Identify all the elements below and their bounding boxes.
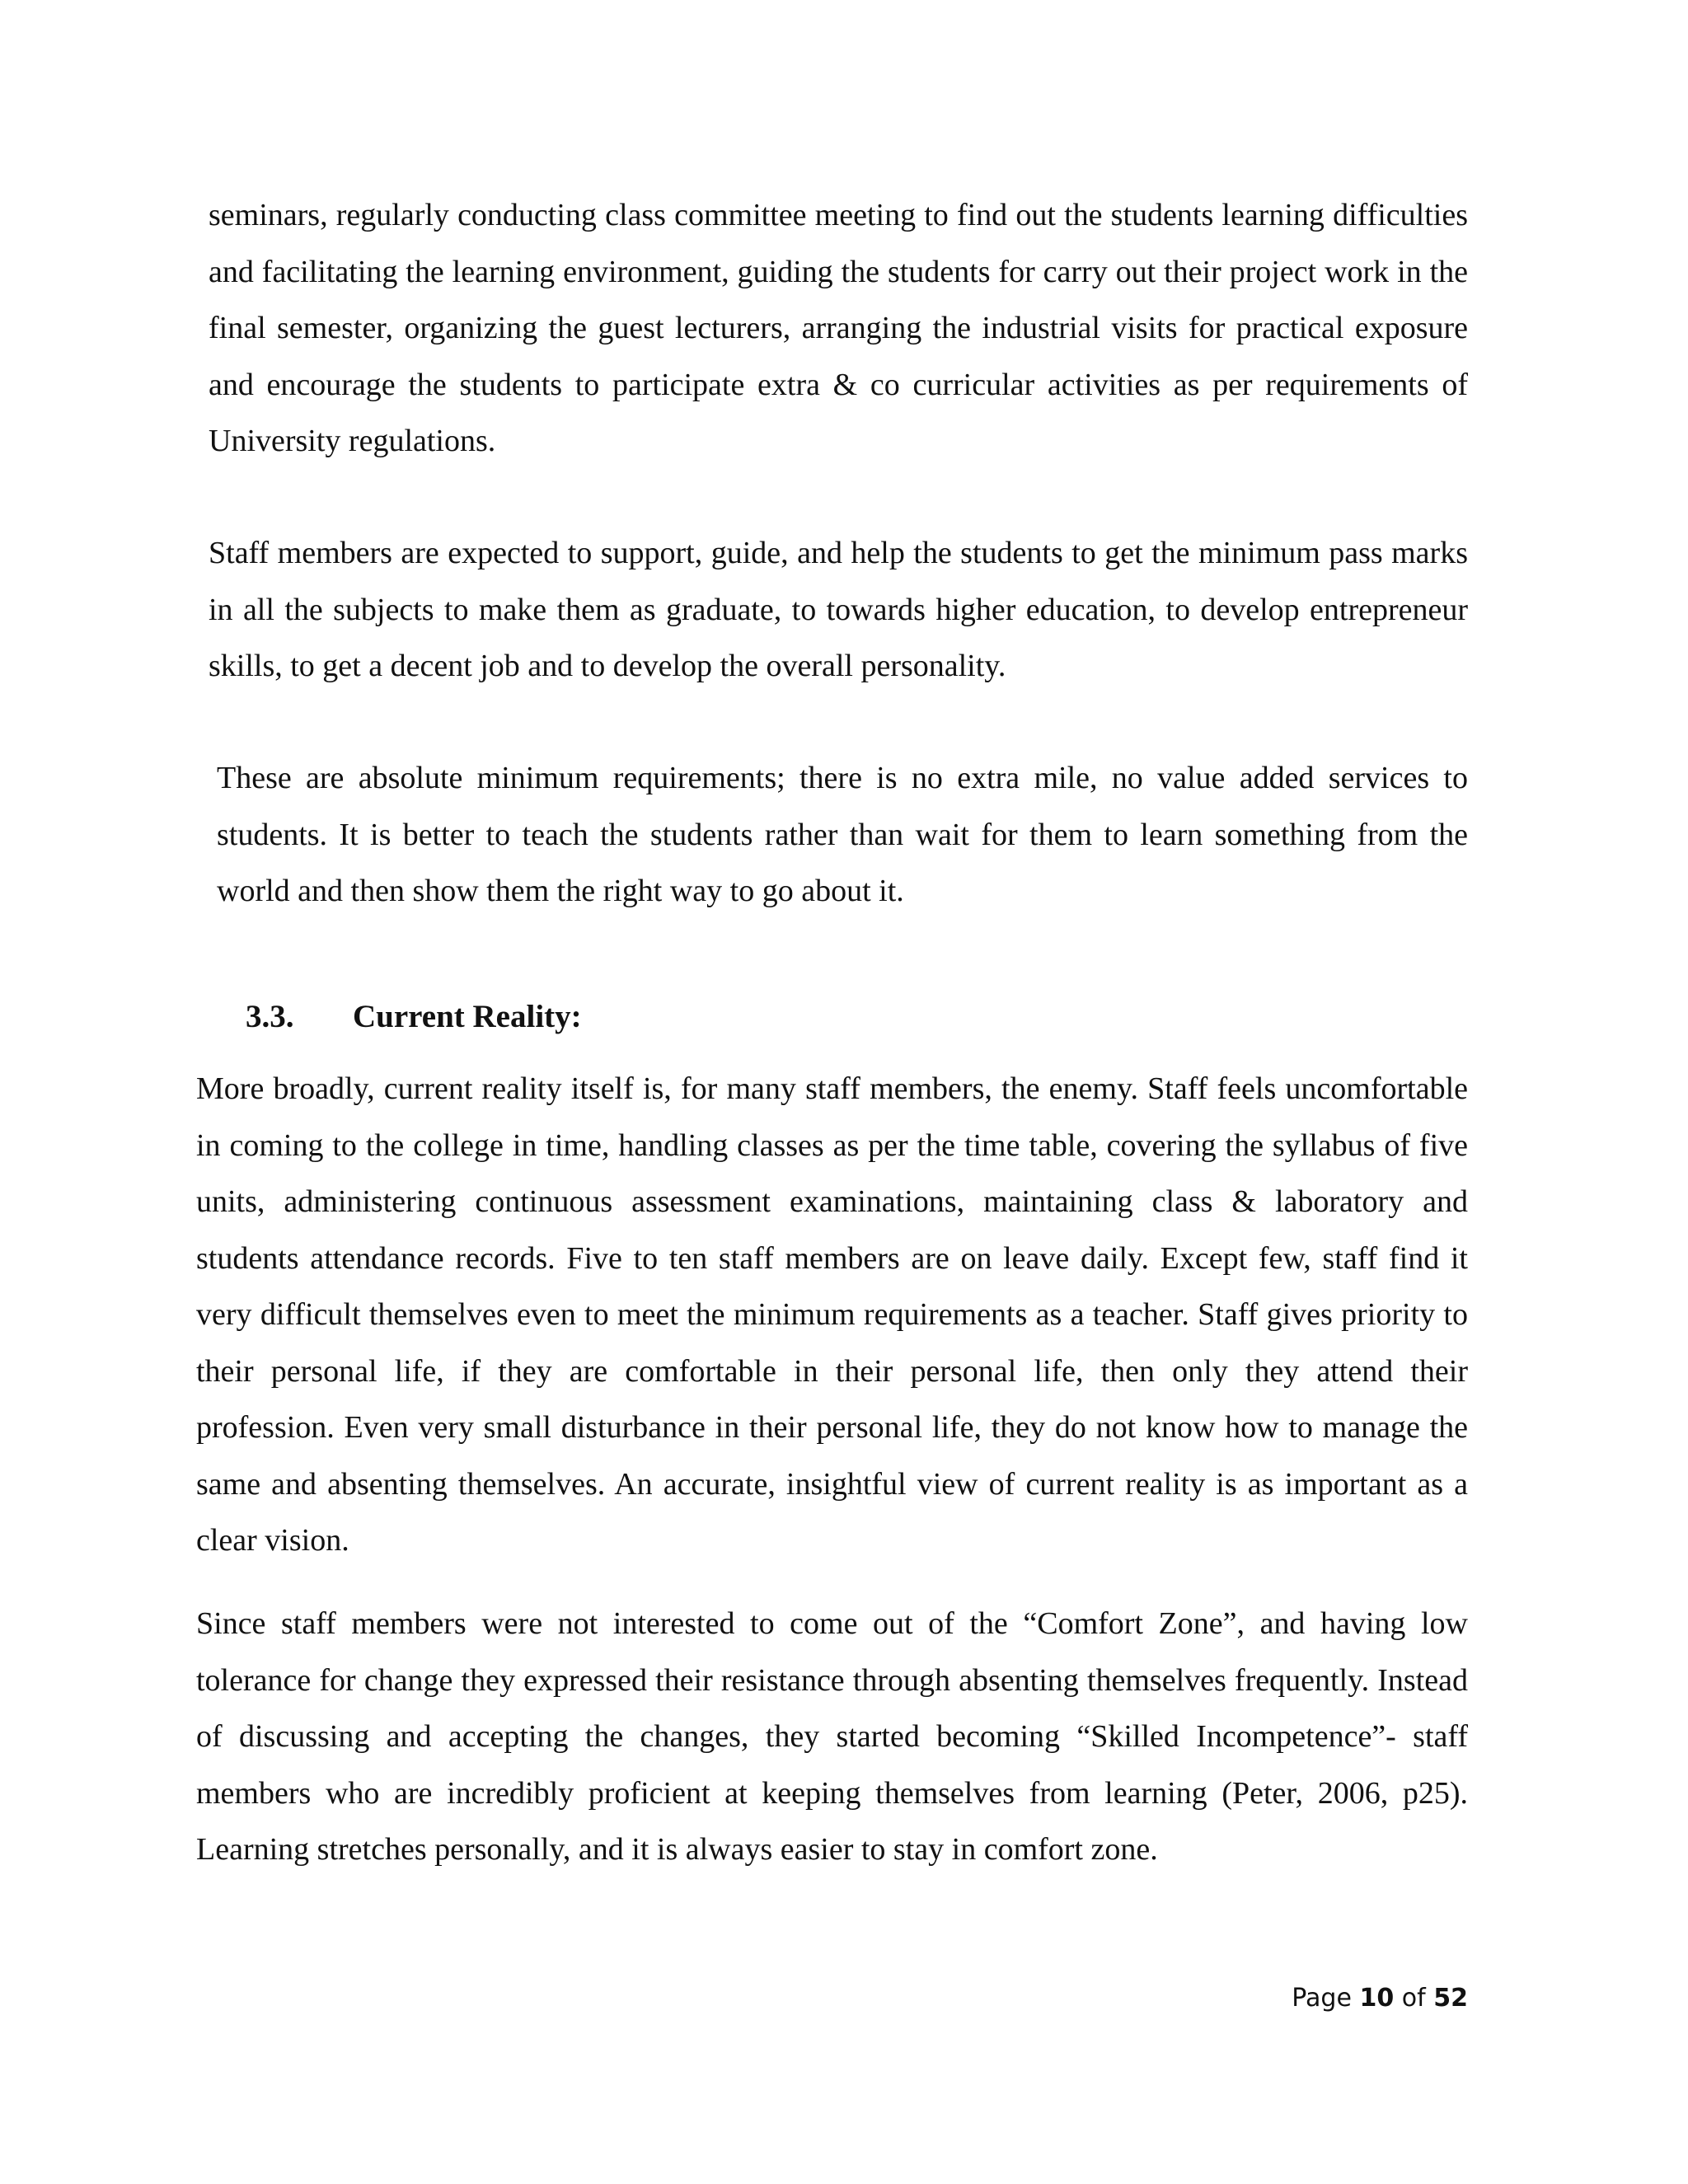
- body-paragraph-5: Since staff members were not interested to come out of the “Comfort Zone”, and having low tolerance for change they expressed their resistance through absenting themselves frequently. Instead of discussing and accepting the changes, they started becoming “Skilled Incompetence”- staff members who are incredibly proficient at keeping themselves from learning (Peter, 2006, p25). Learning stretches personally, and it is always easier to stay in comfort zone.: [196, 1606, 1468, 1867]
- page-footer: [1292, 1982, 1468, 2015]
- body-paragraph-4: More broadly, current reality itself is, for many staff members, the enemy. Staff feels uncomfortable in coming to the college in time, handling classes as per the time table, covering the syllabus of five units, administering continuous assessment examinations, maintaining class & laboratory and students attendance records. Five to ten staff members are on leave daily. Except few, staff find it very difficult themselves even to meet the minimum requirements as a teacher. Staff gives priority to their personal life, if they are comfortable in their personal life, then only they attend their profession. Even very small disturbance in their personal life, they do not know how to manage the same and absenting themselves. An accurate, insightful view of current reality is as important as a clear vision.: [196, 1071, 1468, 1558]
- total-pages: 52: [1433, 1984, 1468, 2013]
- body-paragraph-2: Staff members are expected to support, guide, and help the students to get the minimum pass marks in all the subjects to make them as graduate, to towards higher education, to develop entrepreneur skills, to get a decent job and to develop the overall personality.: [209, 536, 1468, 683]
- page-number: 10: [1359, 1984, 1395, 2013]
- body-paragraph-3: These are absolute minimum requirements; there is no extra mile, no value added services to students. It is better to teach the students rather than wait for them to learn something from the world and then show them the right way to go about it.: [217, 761, 1468, 908]
- of-label: of: [1401, 1984, 1426, 2013]
- section-number: 3.3.: [246, 999, 294, 1034]
- page-label: Page: [1292, 1984, 1352, 2013]
- section-title: Current Reality:: [353, 999, 582, 1034]
- section-heading: [246, 995, 582, 1039]
- body-paragraph-1: seminars, regularly conducting class committee meeting to find out the students learning difficulties and facilitating the learning environment, guiding the students for carry out their project work in the final semester, organizing the guest lecturers, arranging the industrial visits for practical exposure and encourage the students to participate extra & co curricular activities as per requirements of University regulations.: [209, 198, 1468, 458]
